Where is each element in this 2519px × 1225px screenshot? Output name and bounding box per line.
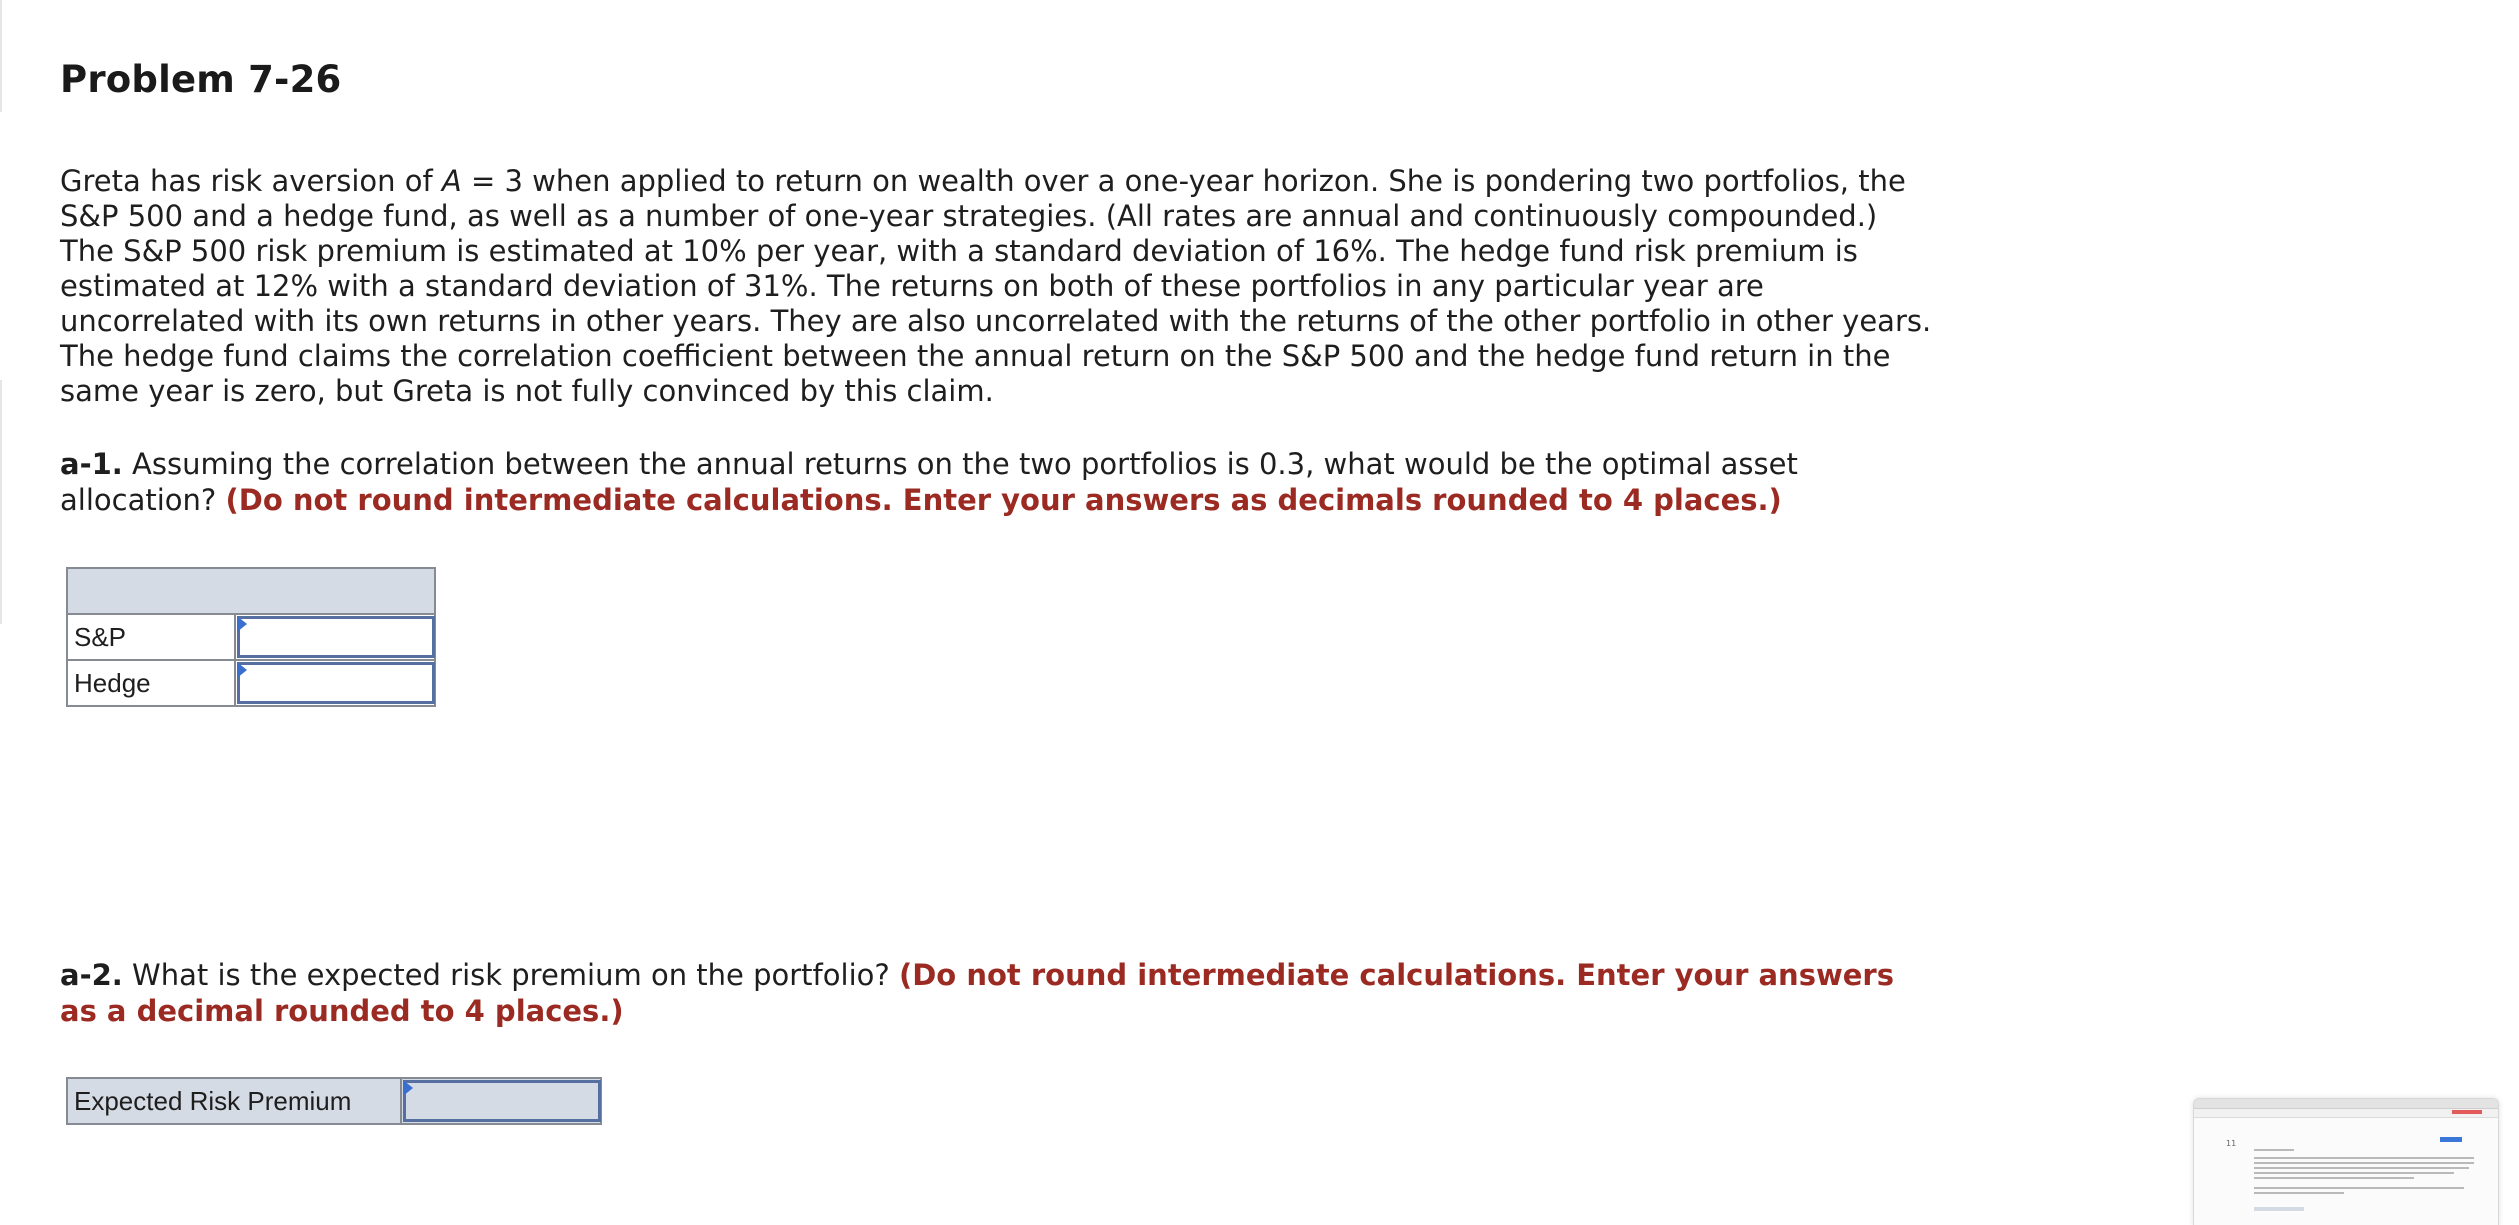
thumbnail-page-number: 11 (2226, 1139, 2237, 1148)
question-text: What is the expected risk premium on the portfolio? (122, 958, 899, 992)
left-edge-divider (0, 380, 2, 624)
thumbnail-text-line (2254, 1167, 2469, 1169)
table-row (67, 660, 435, 706)
hedge-weight-input[interactable] (237, 662, 435, 704)
input-cell-hedge (235, 660, 435, 706)
flag-icon (237, 616, 247, 632)
allocation-table (66, 567, 436, 707)
sp-weight-input[interactable] (237, 616, 435, 658)
question-a2 (60, 957, 1940, 1029)
flag-icon (403, 1080, 413, 1096)
screenshot-thumbnail[interactable] (2193, 1098, 2499, 1225)
thumbnail-text-line (2254, 1192, 2344, 1194)
thumbnail-text-line (2254, 1162, 2474, 1164)
expected-risk-premium-input[interactable] (403, 1080, 601, 1122)
input-cell-erp (401, 1078, 601, 1124)
flag-icon (237, 662, 247, 678)
question-a1 (60, 446, 1940, 518)
question-instruction: (Do not round intermediate calculations. Enter your answers as decimals rounded to 4 places.) (225, 483, 1782, 517)
question-instruction: (Do not round intermediate calculations. Enter your answers as a decimal rounded to 4 places.) (60, 958, 1894, 1028)
thumbnail-tab-bar (2194, 1099, 2498, 1109)
expected-risk-premium-label: Expected Risk Premium (67, 1078, 401, 1124)
row-label-hedge: Hedge (67, 660, 235, 706)
thumbnail-input-box (2254, 1207, 2304, 1211)
question-text: Assuming the correlation between the annual returns on the two portfolios is 0.3, what would be the optimal asset allocation? (60, 447, 1798, 517)
page-title: Problem 7-26 (60, 58, 342, 101)
thumbnail-red-badge (2452, 1110, 2482, 1114)
left-edge-divider (0, 0, 2, 112)
statement-text: Greta has risk aversion of (60, 164, 442, 198)
thumbnail-text-line (2254, 1157, 2474, 1159)
table-row (67, 1078, 601, 1124)
expected-risk-premium-table (66, 1077, 602, 1125)
thumbnail-text-line (2254, 1177, 2414, 1179)
allocation-table-header (67, 568, 435, 614)
question-number: a-1. (60, 447, 123, 481)
thumbnail-text-line (2254, 1187, 2464, 1189)
table-row (67, 614, 435, 660)
row-label-sp: S&P (67, 614, 235, 660)
problem-statement (60, 164, 1940, 409)
thumbnail-text-line (2254, 1172, 2454, 1174)
input-cell-sp (235, 614, 435, 660)
question-number: a-2. (60, 958, 123, 992)
risk-aversion-symbol: A (441, 164, 462, 198)
thumbnail-blue-button (2440, 1137, 2462, 1142)
thumbnail-text-line (2254, 1149, 2294, 1151)
statement-text: = 3 when applied to return on wealth over a one-year horizon. She is pondering two portfolios, the S&P 500 and a hedge fund, as well as a number of one-year strategies. (All rates are annual and continuously compounded.) The S&P 500 risk premium is estimated at 10% per year, with a standard deviation of 16%. The hedge fund risk premium is estimated at 12% with a standard deviation of 31%. The returns on both of these portfolios in any particular year are uncorrelated with its own returns in other years. They are also uncorrelated with the returns of the other portfolio in other years. The hedge fund claims the correlation coefficient between the annual return on the S&P 500 and the hedge fund return in the same year is zero, but Greta is not fully convinced by this claim. (60, 164, 1932, 408)
